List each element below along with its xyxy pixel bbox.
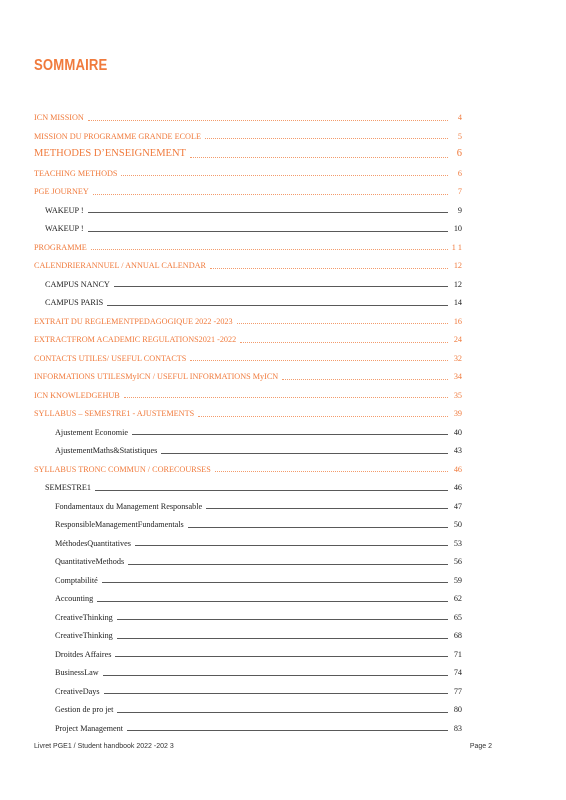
toc-entry-label: ICN KNOWLEDGEHUB (34, 390, 120, 400)
toc-entry-page-number: 6 (457, 168, 462, 178)
toc-entry-label: Ajustement Economie (55, 427, 128, 437)
toc-entry[interactable] (34, 548, 462, 567)
toc-entry-label: INFORMATIONS UTILESMyICN / USEFUL INFORMATIONS MyICN (34, 372, 279, 382)
toc-entry-label: CreativeThinking (55, 612, 113, 622)
toc-leader-line (117, 712, 448, 713)
toc-entry-label: EXTRACTFROM ACADEMIC REGULATIONS2021 -2022 (34, 335, 237, 345)
toc-entry-label: PROGRAMME (34, 242, 87, 252)
toc-entry-label: CAMPUS NANCY (45, 279, 110, 289)
toc-entry-page-number: 10 (453, 224, 462, 234)
toc-leader-line (91, 249, 448, 250)
toc-leader-line (102, 582, 448, 583)
toc-entry-page-number: 59 (453, 575, 462, 585)
toc-entry-label: CAMPUS PARIS (45, 298, 104, 308)
toc-entry[interactable] (34, 123, 462, 142)
toc-leader-line (161, 453, 448, 454)
toc-entry-label: MéthodesQuantitatives (55, 538, 131, 548)
toc-entry-page-number: 5 (457, 131, 462, 141)
toc-leader-line (114, 286, 448, 287)
toc-entry-page-number: 77 (453, 686, 462, 696)
toc-entry-page-number: 34 (453, 372, 462, 382)
toc-entry-label: QuantitativeMethods (55, 557, 125, 567)
toc-entry-page-number: 53 (453, 538, 462, 548)
toc-entry[interactable] (34, 696, 462, 715)
toc-entry-page-number: 83 (453, 723, 462, 733)
toc-entry-page-number: 1 1 (451, 242, 462, 252)
toc-entry[interactable] (34, 659, 462, 678)
toc-leader-line (135, 545, 448, 546)
toc-entry-page-number: 14 (453, 298, 462, 308)
toc-entry[interactable] (34, 530, 462, 549)
toc-entry-page-number: 32 (453, 353, 462, 363)
toc-entry[interactable] (34, 641, 462, 660)
toc-entry-label: ICN MISSION (34, 113, 84, 123)
toc-entry-label: BusinessLaw (55, 668, 99, 678)
table-of-contents (34, 104, 462, 733)
toc-entry-page-number: 40 (453, 427, 462, 437)
toc-entry-label: METHODES D’ENSEIGNEMENT (34, 148, 186, 159)
toc-leader-line (88, 231, 448, 232)
toc-entry-page-number: 65 (453, 612, 462, 622)
toc-entry[interactable] (34, 419, 462, 438)
toc-leader-line (104, 693, 448, 694)
toc-leader-line (124, 397, 448, 398)
toc-entry-label: Gestion de pro jet (55, 705, 114, 715)
toc-entry-page-number: 74 (453, 668, 462, 678)
toc-leader-line (188, 527, 448, 528)
toc-leader-line (88, 120, 448, 121)
toc-leader-line (121, 175, 448, 176)
toc-leader-line (103, 675, 448, 676)
toc-entry-page-number: 35 (453, 390, 462, 400)
toc-entry-page-number: 50 (453, 520, 462, 530)
toc-entry-label: SYLLABUS TRONC COMMUN / CORECOURSES (34, 464, 211, 474)
toc-entry-page-number: 68 (453, 631, 462, 641)
toc-entry[interactable] (34, 493, 462, 512)
toc-entry-label: CreativeThinking (55, 631, 113, 641)
toc-entry-label: PGE JOURNEY (34, 187, 89, 197)
page-footer (34, 743, 492, 750)
toc-leader-line (198, 416, 448, 417)
toc-leader-line (117, 619, 448, 620)
toc-entry-page-number: 71 (453, 649, 462, 659)
toc-entry[interactable] (34, 585, 462, 604)
toc-entry-label: Comptabilité (55, 575, 98, 585)
toc-entry[interactable] (34, 715, 462, 734)
toc-leader-line (282, 379, 448, 380)
toc-leader-line (215, 471, 448, 472)
toc-entry-label: Accounting (55, 594, 94, 604)
footer-document-title: Livret PGE1 / Student handbook 2022 -202 3 (34, 743, 174, 750)
toc-leader-line (190, 157, 448, 158)
toc-entry-label: Droitdes Affaires (55, 649, 112, 659)
toc-entry[interactable] (34, 308, 462, 327)
toc-entry-page-number: 4 (457, 113, 462, 123)
toc-entry-page-number: 6 (456, 148, 462, 159)
toc-entry-label: SYLLABUS – SEMESTRE1 - AJUSTEMENTS (34, 409, 195, 419)
toc-entry-page-number: 39 (453, 409, 462, 419)
toc-entry[interactable] (34, 289, 462, 308)
toc-entry[interactable] (34, 271, 462, 290)
toc-entry-label: TEACHING METHODS (34, 168, 118, 178)
toc-leader-line (127, 730, 448, 731)
toc-entry[interactable] (34, 437, 462, 456)
toc-entry-page-number: 24 (453, 335, 462, 345)
toc-entry[interactable] (34, 141, 462, 160)
toc-entry-label: SEMESTRE1 (45, 483, 91, 493)
toc-entry-page-number: 12 (453, 261, 462, 271)
toc-entry[interactable] (34, 622, 462, 641)
page-title: SOMMAIRE (34, 57, 108, 74)
footer-page-number: Page 2 (469, 743, 492, 750)
toc-leader-line (97, 601, 448, 602)
toc-entry[interactable] (34, 326, 462, 345)
toc-entry-page-number: 47 (453, 501, 462, 511)
toc-entry-label: AjustementMaths&Statistiques (55, 446, 158, 456)
toc-leader-line (128, 564, 448, 565)
toc-leader-line (206, 508, 448, 509)
toc-entry-label: CALENDRIERANNUEL / ANNUAL CALENDAR (34, 261, 206, 271)
toc-entry-label: WAKEUP ! (45, 205, 84, 215)
toc-entry-page-number: 43 (453, 446, 462, 456)
toc-entry-label: CONTACTS UTILES/ USEFUL CONTACTS (34, 353, 187, 363)
toc-leader-line (190, 360, 448, 361)
toc-entry-label: ResponsibleManagementFundamentals (55, 520, 184, 530)
toc-entry-page-number: 46 (453, 464, 462, 474)
toc-entry[interactable] (34, 252, 462, 271)
toc-entry[interactable] (34, 567, 462, 586)
toc-leader-line (210, 268, 448, 269)
toc-leader-line (240, 342, 448, 343)
toc-entry[interactable] (34, 456, 462, 475)
toc-entry-page-number: 12 (453, 279, 462, 289)
toc-entry-label: WAKEUP ! (45, 224, 84, 234)
toc-entry[interactable] (34, 604, 462, 623)
toc-entry[interactable] (34, 197, 462, 216)
toc-entry[interactable] (34, 345, 462, 364)
toc-leader-line (93, 194, 448, 195)
toc-leader-line (117, 638, 448, 639)
toc-entry[interactable] (34, 234, 462, 253)
toc-entry-label: EXTRAIT DU REGLEMENTPEDAGOGIQUE 2022 -2023 (34, 316, 233, 326)
toc-entry-page-number: 46 (453, 483, 462, 493)
toc-entry[interactable] (34, 400, 462, 419)
toc-leader-line (95, 490, 448, 491)
toc-entry-page-number: 62 (453, 594, 462, 604)
toc-entry[interactable] (34, 382, 462, 401)
toc-entry-page-number: 7 (457, 187, 462, 197)
toc-entry[interactable] (34, 363, 462, 382)
toc-entry[interactable] (34, 215, 462, 234)
toc-entry-label: MISSION DU PROGRAMME GRANDE ECOLE (34, 131, 201, 141)
toc-leader-line (107, 305, 448, 306)
toc-entry-page-number: 16 (453, 316, 462, 326)
toc-entry[interactable] (34, 678, 462, 697)
toc-leader-line (88, 212, 448, 213)
toc-entry-page-number: 56 (453, 557, 462, 567)
toc-entry-page-number: 9 (457, 205, 462, 215)
toc-entry[interactable] (34, 474, 462, 493)
toc-entry-label: Project Management (55, 723, 123, 733)
toc-leader-line (205, 138, 448, 139)
toc-leader-line (132, 434, 448, 435)
toc-entry[interactable] (34, 104, 462, 123)
toc-entry-label: Fondamentaux du Management Responsable (55, 501, 203, 511)
toc-leader-line (237, 323, 448, 324)
toc-entry-page-number: 80 (453, 705, 462, 715)
toc-entry[interactable] (34, 511, 462, 530)
toc-leader-line (115, 656, 448, 657)
toc-entry-label: CreativeDays (55, 686, 100, 696)
toc-entry[interactable] (34, 178, 462, 197)
toc-entry[interactable] (34, 160, 462, 179)
